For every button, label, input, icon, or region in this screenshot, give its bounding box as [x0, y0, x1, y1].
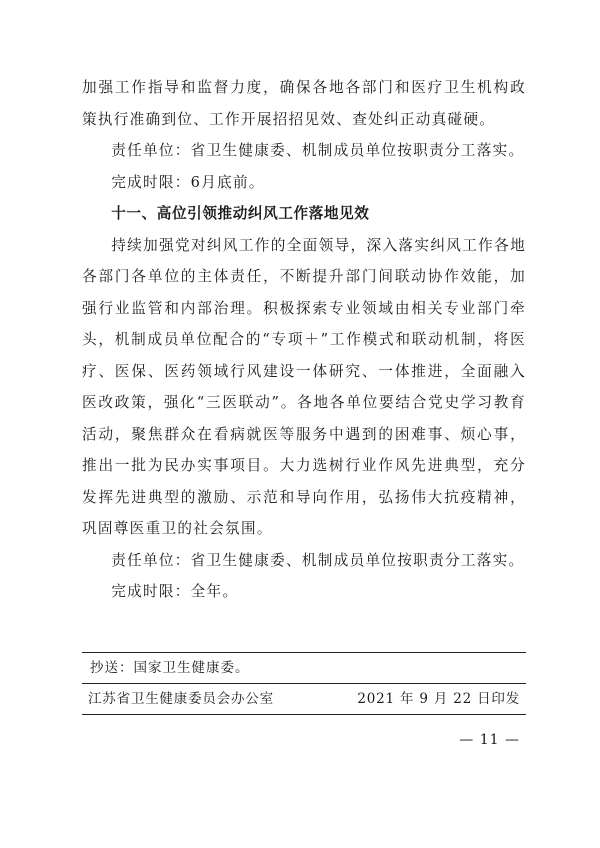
- document-footer: [82, 652, 526, 715]
- paragraph-deadline: 完成时限：全年。: [111, 583, 239, 600]
- paragraph-body: 持续加强党对纠风工作的全面领导，深入落实纠风工作各地各部门各单位的主体责任，不断提升部门间联动协作效能，加强行业监管和内部治理。积极探索专业领域由相关专业部门牵头，机制成员单位配合的“专项＋”工作模式和联动机制，将医疗、医保、医药领域行风建设一体研究、一体推进，全面融入医改政策，强化“三医联动”。各地各单位要结合党史学习教育活动，聚焦群众在看病就医等服务中遇到的困难事、烦心事，推出一批为民办实事项目。大力选树行业作风先进典型，充分发挥先进典型的激励、示范和导向作用，弘扬伟大抗疫精神，巩固尊医重卫的社会氛围。: [82, 236, 526, 537]
- issue-date: 2021 年 9 月 22 日印发: [357, 691, 520, 707]
- issue-line: [82, 684, 526, 714]
- document-body: [82, 72, 526, 608]
- paragraph-deadline: 完成时限：6月底前。: [111, 173, 265, 191]
- issuer: 江苏省卫生健康委员会办公室: [88, 691, 274, 707]
- page-number: — 11 —: [459, 732, 520, 748]
- paragraph-responsible-unit: 责任单位：省卫生健康委、机制成员单位按职责分工落实。: [111, 551, 525, 569]
- section-heading: 十一、高位引领推动纠风工作落地见效: [111, 205, 370, 222]
- paragraph-responsible-unit: 责任单位：省卫生健康委、机制成员单位按职责分工落实。: [111, 142, 525, 159]
- cc-line: 抄送：国家卫生健康委。: [82, 653, 526, 684]
- paragraph-continuation: 加强工作指导和监督力度，确保各地各部门和医疗卫生机构政策执行准确到位、工作开展招招见效、查处纠正动真碰硬。: [82, 79, 526, 128]
